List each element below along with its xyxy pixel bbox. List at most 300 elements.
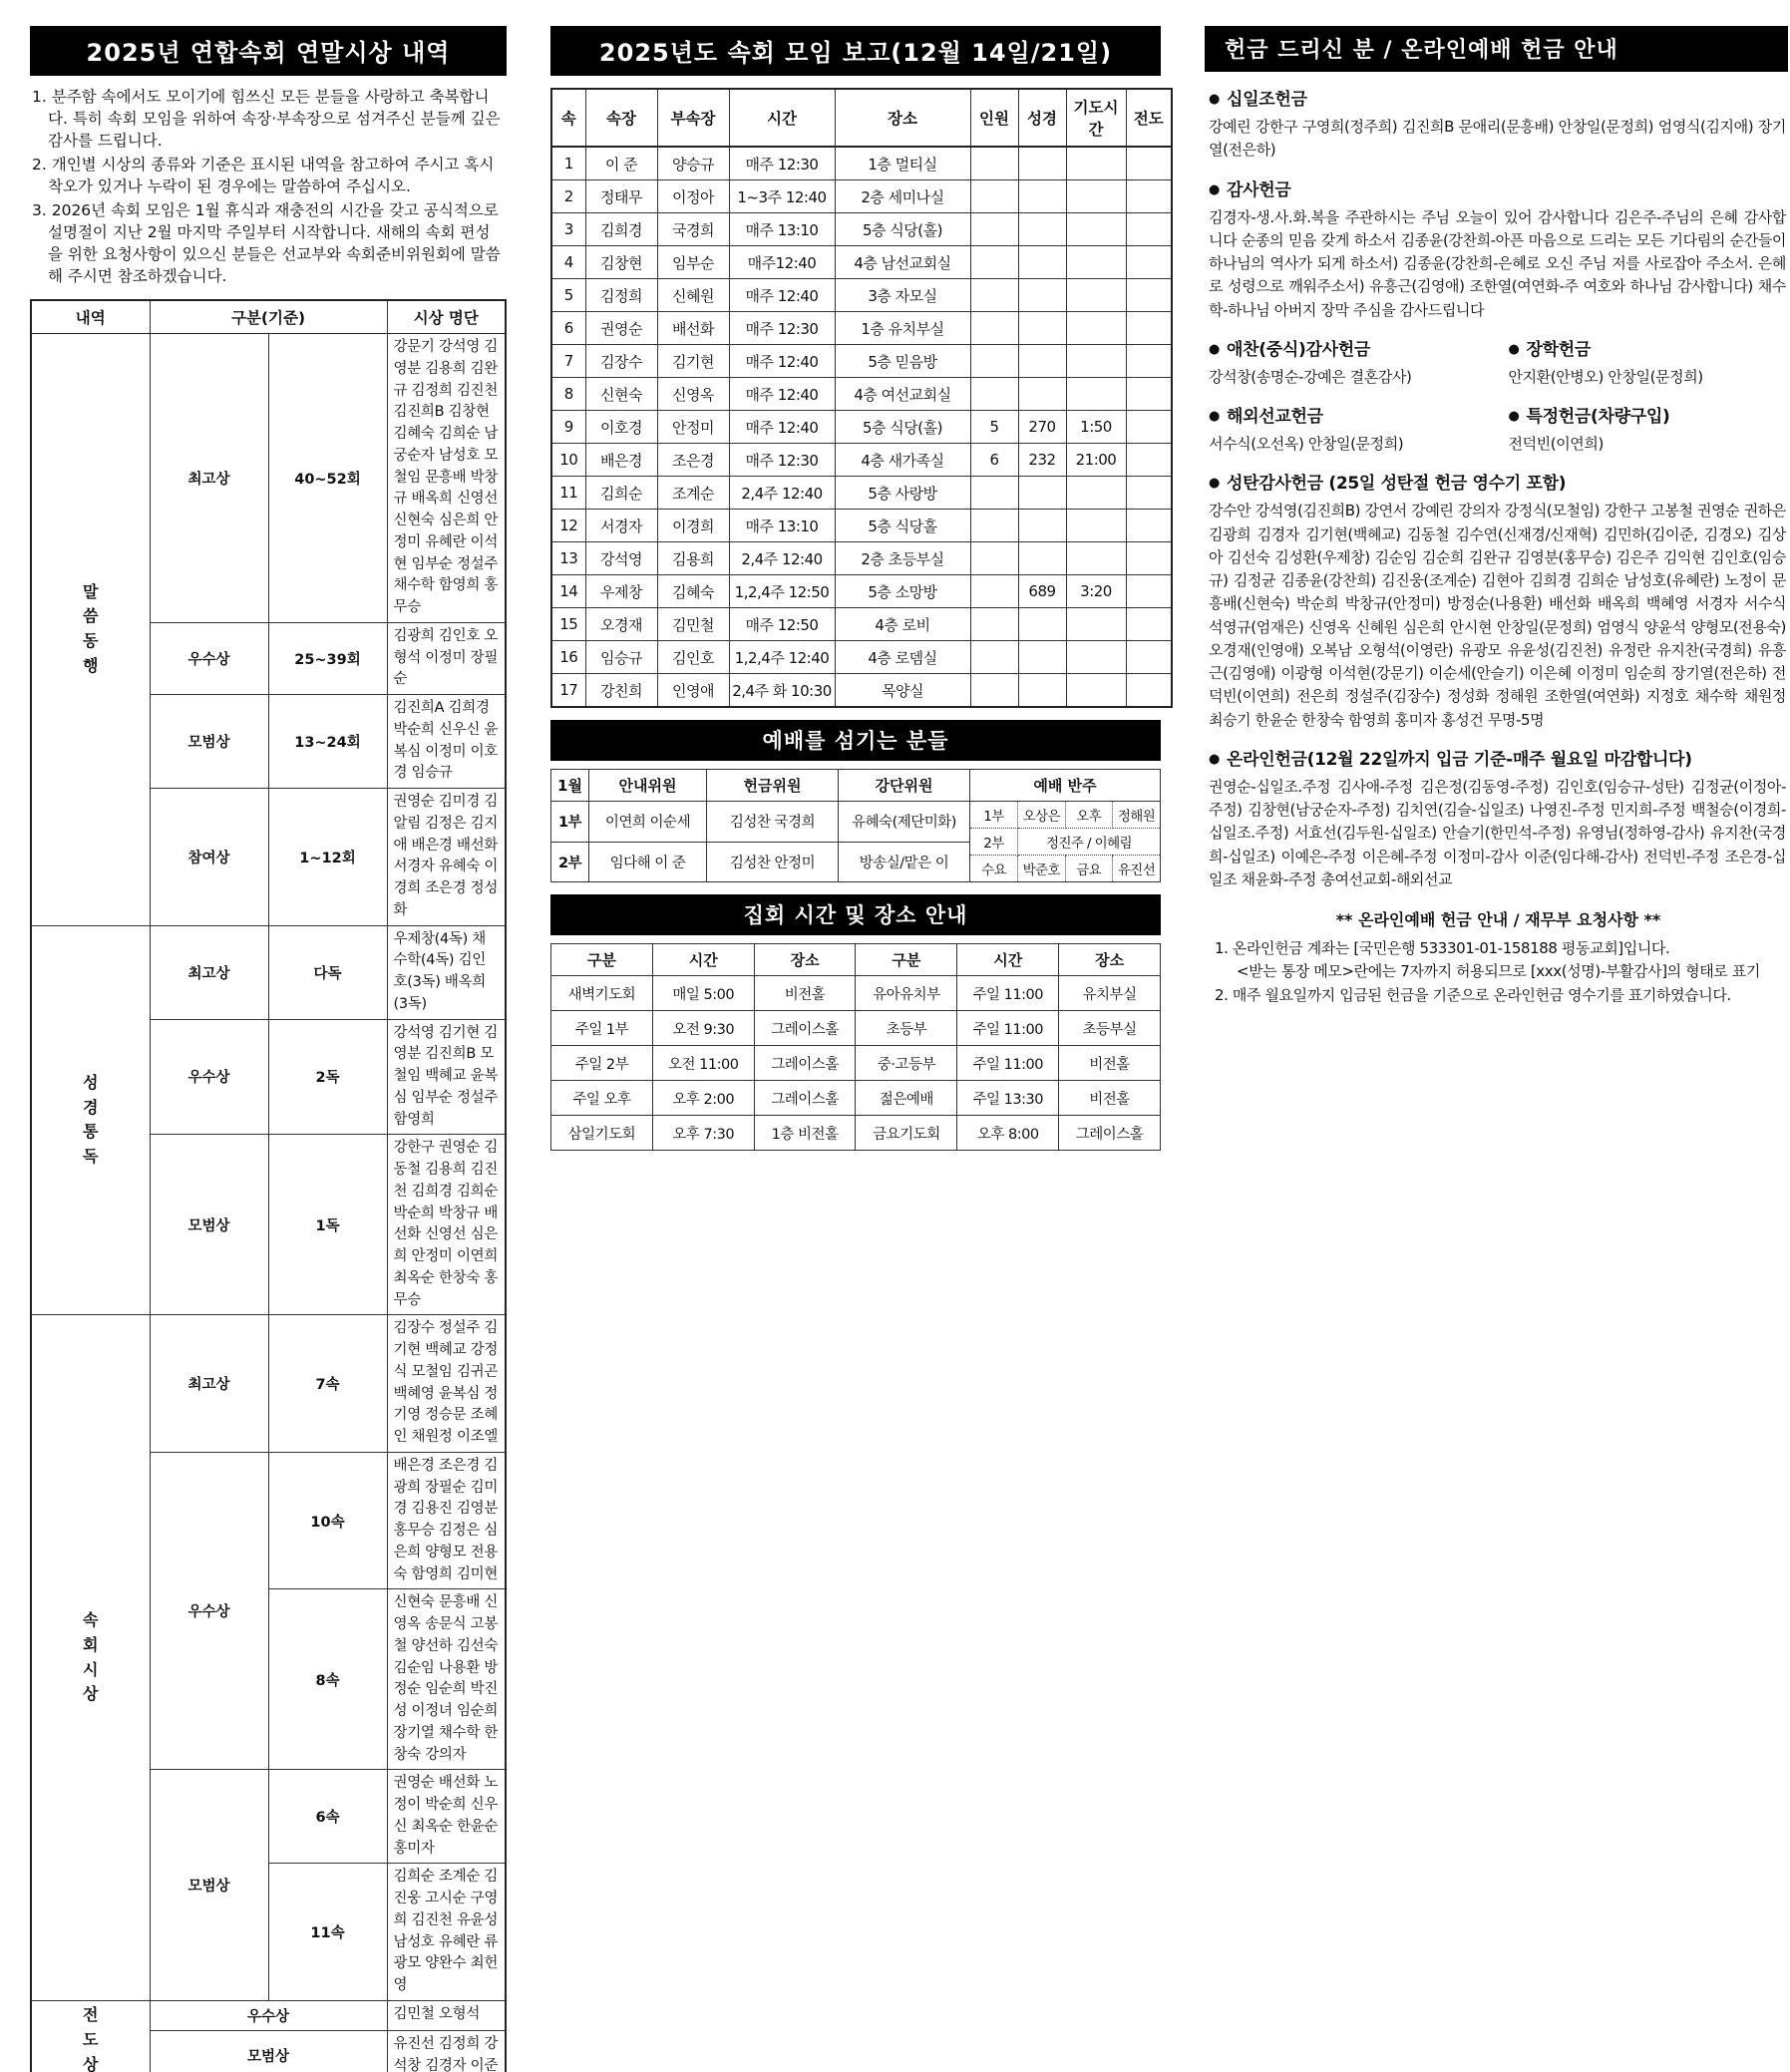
- awards-title-banner: 2025년 연합속회 연말시상 내역: [30, 26, 507, 76]
- offering-names: 강석창(송명순-강예은 결혼감사): [1209, 366, 1487, 389]
- report-cell: 배선화: [657, 312, 729, 345]
- schedule-cell: 주일 오후: [551, 1081, 653, 1116]
- schedule-cell: 비전홀: [754, 976, 856, 1011]
- category-char: 통: [32, 1120, 150, 1145]
- award-criteria: 25~39회: [268, 622, 387, 694]
- report-cell: 5: [970, 411, 1018, 444]
- schedule-row: [551, 1081, 1161, 1116]
- report-header-cell: 속: [551, 89, 585, 147]
- report-cell: 강친희: [585, 674, 657, 708]
- report-cell: [970, 510, 1018, 542]
- offering-names: 김경자-생.사.화.복을 주관하시는 주님 오늘이 있어 감사합니다 김은주-주님의 은혜 감사합니다 순종의 믿음 갖게 하소서 김종윤(강찬희-아픈 마음으로 드리는 모든 기다림의 순간들이 하나님의 역사가 되게 하소서) 김종윤(강찬희-은혜로 오신 주님 저를 사로잡아 주소서. 은혜로 성령으로 깨워주소서) 유흥근(김영애) 조한열(여연화-주 여호와 하나님 감사합니다) 채수학-하나님 아버지 장막 주심을 감사드립니다: [1209, 206, 1786, 322]
- report-cell: 1: [551, 147, 585, 180]
- report-cell: 3층 자모실: [835, 279, 970, 312]
- accomp-name: 유진선: [1113, 856, 1161, 882]
- servers-header-offering: 헌금위원: [707, 770, 839, 802]
- offering-section: [1209, 402, 1487, 456]
- report-cell: 1층 유치부실: [835, 312, 970, 345]
- offering-section-title-text: 장학헌금: [1527, 340, 1592, 360]
- offering-section-title: [1509, 335, 1787, 360]
- category-char: 도: [32, 2028, 150, 2053]
- report-header-cell: 부속장: [657, 89, 729, 147]
- report-cell: [1018, 641, 1066, 674]
- report-cell: 이경희: [657, 510, 729, 542]
- report-cell: [1018, 477, 1066, 510]
- report-cell: 4층 여선교회실: [835, 378, 970, 411]
- category-char: 씀: [32, 604, 150, 629]
- report-header-cell: 속장: [585, 89, 657, 147]
- accompanist-table: [970, 802, 1160, 881]
- report-cell: [1126, 312, 1172, 345]
- awards-header-row: [31, 300, 506, 334]
- report-cell: 임부순: [657, 246, 729, 279]
- report-cell: [1126, 213, 1172, 246]
- award-names: 배은경 조은경 김광희 장필순 김미경 김용진 김영분 홍무승 김정은 심은희 양형모 전용숙 함영희 김미현: [387, 1452, 506, 1589]
- report-cell: [1066, 213, 1126, 246]
- report-cell: 12: [551, 510, 585, 542]
- award-criteria: 11속: [268, 1864, 387, 2001]
- report-cell: [970, 542, 1018, 575]
- report-cell: 3: [551, 213, 585, 246]
- report-cell: [1126, 608, 1172, 641]
- award-names: 권영순 배선화 노정이 박순희 신우신 최옥순 한윤순 홍미자: [387, 1770, 506, 1864]
- report-cell: 우제창: [585, 575, 657, 608]
- schedule-cell: 오전 9:30: [652, 1011, 754, 1046]
- report-cell: 매주 12:50: [729, 608, 835, 641]
- report-cell: 2,4주 12:40: [729, 477, 835, 510]
- report-cell: 목양실: [835, 674, 970, 708]
- report-row: [551, 147, 1172, 180]
- schedule-cell: 주일 11:00: [957, 1046, 1059, 1081]
- report-row: [551, 542, 1172, 575]
- bullet-icon: ●: [1209, 476, 1220, 491]
- schedule-cell: 주일 1부: [551, 1011, 653, 1046]
- report-header-row: [551, 89, 1172, 147]
- schedule-cell: 삼일기도회: [551, 1116, 653, 1151]
- report-cell: 5층 식당(홀): [835, 411, 970, 444]
- offering-section-title-text: 애찬(중식)감사헌금: [1227, 340, 1370, 360]
- award-names: 유진선 김정희 강석창 김경자 이준: [387, 2030, 506, 2072]
- report-cell: 5층 믿음방: [835, 345, 970, 378]
- category-char: 성: [32, 1071, 150, 1096]
- report-row: [551, 279, 1172, 312]
- report-row: [551, 213, 1172, 246]
- report-row: [551, 180, 1172, 213]
- report-cell: 국경희: [657, 213, 729, 246]
- schedule-cell: 주일 2부: [551, 1046, 653, 1081]
- report-cell: 21:00: [1066, 444, 1126, 477]
- award-names: 강한구 권영순 김동철 김용희 김진천 김희경 김희순 박순희 박창규 배선화 신영선 심은희 안정미 이연희 최옥순 한창숙 홍무승: [387, 1135, 506, 1315]
- report-cell: [1066, 345, 1126, 378]
- accomp-label: 오후: [1065, 802, 1113, 829]
- report-cell: 매주 12:40: [729, 345, 835, 378]
- report-cell: [1018, 345, 1066, 378]
- bullet-icon: ●: [1209, 342, 1220, 357]
- offering-section-title-text: 십일조헌금: [1227, 90, 1307, 110]
- award-names: 김민철 오형석: [387, 2000, 506, 2030]
- report-cell: 5층 식당(홀): [835, 213, 970, 246]
- report-cell: 5층 소망방: [835, 575, 970, 608]
- report-header-cell: 기도시간: [1066, 89, 1126, 147]
- report-cell: 4: [551, 246, 585, 279]
- report-cell: [970, 378, 1018, 411]
- schedule-row: [551, 1011, 1161, 1046]
- left-column: [30, 26, 507, 2072]
- category-char: 회: [32, 1633, 150, 1658]
- offering-section-title: [1209, 85, 1786, 110]
- report-cell: [1018, 312, 1066, 345]
- offering-names: 서수식(오선옥) 안창일(문정희): [1209, 433, 1487, 456]
- schedule-cell: 금요기도회: [856, 1116, 957, 1151]
- report-cell: [970, 279, 1018, 312]
- accompanist-row-3: [970, 856, 1160, 882]
- report-cell: 10: [551, 444, 585, 477]
- offering-section: [1209, 745, 1786, 891]
- report-header-cell: 전도: [1126, 89, 1172, 147]
- offering-section-title-text: 온라인헌금(12월 22일까지 입금 기준-매주 월요일 마감합니다): [1227, 750, 1692, 770]
- report-cell: [1018, 542, 1066, 575]
- category-char: 경: [32, 1096, 150, 1121]
- report-row: [551, 411, 1172, 444]
- schedule-cell: 그레이스홀: [754, 1046, 856, 1081]
- offering-section-title: [1209, 402, 1487, 427]
- report-cell: [1066, 542, 1126, 575]
- schedule-cell: 매일 5:00: [652, 976, 754, 1011]
- report-cell: 13: [551, 542, 585, 575]
- awards-header-names: 시상 명단: [387, 300, 506, 334]
- report-cell: [1126, 147, 1172, 180]
- report-cell: [1066, 147, 1126, 180]
- awards-notes: [32, 86, 505, 287]
- report-cell: 1~3주 12:40: [729, 180, 835, 213]
- category-char: 동: [32, 629, 150, 654]
- report-cell: [1126, 542, 1172, 575]
- accomp-name: 정해원: [1113, 802, 1161, 829]
- award-name: 우수상: [150, 1452, 268, 1770]
- report-cell: [1018, 608, 1066, 641]
- report-cell: [1018, 378, 1066, 411]
- accomp-label: 수요: [970, 856, 1018, 882]
- report-cell: 김인호: [657, 641, 729, 674]
- offering-section-pair: [1205, 389, 1788, 456]
- report-cell: 매주 12:30: [729, 444, 835, 477]
- servers-header-usher: 안내위원: [589, 770, 707, 802]
- award-names: 신현숙 문흥배 신영옥 송문식 고봉철 양선하 김선숙 김순임 나용환 방정순 임순희 박진성 이정녀 임순희 장기열 채수학 한창숙 강의자: [387, 1589, 506, 1770]
- schedule-cell: 주일 13:30: [957, 1081, 1059, 1116]
- offerings-sections: [1205, 85, 1788, 891]
- servers-title-banner: 예배를 섬기는 분들: [550, 720, 1161, 761]
- report-cell: [1066, 279, 1126, 312]
- offerings-title-banner: 헌금 드리신 분 / 온라인예배 헌금 안내: [1205, 26, 1788, 72]
- award-name: 우수상: [150, 2000, 387, 2030]
- offering-section: [1209, 175, 1786, 322]
- report-row: [551, 246, 1172, 279]
- report-cell: 3:20: [1066, 575, 1126, 608]
- accomp-label: 2부: [970, 829, 1018, 856]
- offering-section-title: [1209, 335, 1487, 360]
- report-cell: 2층 세미나실: [835, 180, 970, 213]
- awards-table-body: [31, 334, 506, 2072]
- award-criteria: 8속: [268, 1589, 387, 1770]
- award-name: 모범상: [150, 2030, 387, 2072]
- schedule-cell: 초등부: [856, 1011, 957, 1046]
- schedule-header-cell: 장소: [754, 944, 856, 976]
- offering-section-title-text: 감사헌금: [1227, 180, 1291, 200]
- schedule-cell: 오전 11:00: [652, 1046, 754, 1081]
- award-name: 최고상: [150, 1315, 268, 1453]
- report-cell: 김희경: [585, 213, 657, 246]
- schedule-header-cell: 시간: [652, 944, 754, 976]
- report-row: [551, 345, 1172, 378]
- report-row: [551, 378, 1172, 411]
- report-cell: 4층 새가족실: [835, 444, 970, 477]
- award-name: 참여상: [150, 789, 268, 926]
- schedule-cell: 젊은예배: [856, 1081, 957, 1116]
- category-char: 말: [32, 580, 150, 605]
- award-name: 모범상: [150, 1135, 268, 1315]
- offerings-footer: [1215, 907, 1782, 1007]
- report-cell: [970, 608, 1018, 641]
- bullet-icon: ●: [1209, 752, 1220, 767]
- award-criteria: 2독: [268, 1019, 387, 1135]
- accompanist-row-1: [970, 802, 1160, 829]
- report-cell: 신영옥: [657, 378, 729, 411]
- report-cell: [1018, 147, 1066, 180]
- report-table: [550, 88, 1173, 708]
- report-cell: 김희순: [585, 477, 657, 510]
- schedule-header-cell: 구분: [856, 944, 957, 976]
- report-cell: [1018, 674, 1066, 708]
- report-cell: [1126, 378, 1172, 411]
- footer-line: 1. 온라인헌금 계좌는 [국민은행 533301-01-158188 평동교회]입니다.: [1215, 937, 1782, 960]
- schedule-cell: 오후 7:30: [652, 1116, 754, 1151]
- report-cell: 매주 12:30: [729, 312, 835, 345]
- service-label: 1부: [551, 802, 589, 843]
- servers-header-accompanist: 예배 반주: [970, 770, 1161, 802]
- category-char: 시: [32, 1658, 150, 1683]
- schedule-header-row: [551, 944, 1161, 976]
- report-cell: 689: [1018, 575, 1066, 608]
- award-name: 모범상: [150, 1770, 268, 2001]
- offering-section-title-text: 특정헌금(차량구입): [1527, 407, 1670, 427]
- report-cell: 11: [551, 477, 585, 510]
- report-cell: [1018, 213, 1066, 246]
- award-category: [31, 2000, 150, 2072]
- report-row: [551, 510, 1172, 542]
- award-name: 모범상: [150, 695, 268, 789]
- report-cell: 매주 13:10: [729, 510, 835, 542]
- report-cell: [1126, 345, 1172, 378]
- schedule-row: [551, 1046, 1161, 1081]
- offering-names: 안지환(안병오) 안창일(문정희): [1509, 366, 1787, 389]
- report-cell: 2,4주 12:40: [729, 542, 835, 575]
- report-cell: 이정아: [657, 180, 729, 213]
- schedule-row: [551, 976, 1161, 1011]
- report-cell: 임승규: [585, 641, 657, 674]
- report-cell: 매주 12:40: [729, 378, 835, 411]
- offering-names: 강수안 강석영(김진희B) 강연서 강예린 강의자 강정식(모철임) 강한구 고봉철 권영순 권하은 김광희 김경자 김기현(백혜교) 김동철 김수연(신재경/신재혁) 김민하(김이준, 김경오) 김상아 김선숙 김성환(우제창) 김순임 김순희 김완규 김영분(홍무승) 김은주 김익현 김인호(임승규) 김정균 김종윤(강찬희) 김진웅(조계순) 김현아 김희경 김희순 남성호(유혜란) 노정이 문흥배(신현숙) 박순희 박창규(안정미) 방정순(나용환) 배선화 배옥희 백혜영 서경자 서수식 석영규(엄재은) 신영옥 신혜원 심은희 안시현 안창일(문정희) 엄영식 양윤석 양형모(전용숙) 오경재(인영애) 오복남 오형석(이영란) 유광모 유윤성(김진천) 유정란 유지찬(국경희) 유흥근(김영애) 이광형 이석현(강문기) 이순세(안슬기) 이은혜 이정미 임순희 장기열(전은하) 전덕빈(이연희) 전은희 정설주(김장수) 정성화 정해원 조한열(여연화) 지정호 채수학 채원정 최승기 한윤순 한창숙 함영희 홍미자 홍성건 무명-5명: [1209, 500, 1786, 732]
- award-criteria: 40~52회: [268, 334, 387, 623]
- award-names: 김광희 김인호 오형석 이정미 장필순: [387, 622, 506, 694]
- schedule-cell: 그레이스홀: [754, 1011, 856, 1046]
- report-cell: 2층 초등부실: [835, 542, 970, 575]
- usher-names: 이연희 이순세: [589, 802, 707, 843]
- award-names: 김진희A 김희경 박순희 신우신 윤복심 이정미 이호경 임승규: [387, 695, 506, 789]
- report-cell: 4층 남선교회실: [835, 246, 970, 279]
- report-cell: 김정희: [585, 279, 657, 312]
- footer-lines: [1215, 937, 1782, 1007]
- accomp-label: 1부: [970, 802, 1018, 829]
- offering-names: 김성찬 안정미: [707, 842, 839, 882]
- servers-table: [550, 769, 1161, 882]
- offering-names: 김성찬 국경희: [707, 802, 839, 843]
- usher-names: 임다해 이 준: [589, 842, 707, 882]
- service-label: 2부: [551, 842, 589, 882]
- bullet-icon: ●: [1209, 92, 1220, 107]
- footer-title: ** 온라인예배 헌금 안내 / 재무부 요청사항 **: [1215, 907, 1782, 930]
- report-cell: [1126, 246, 1172, 279]
- report-cell: 1층 멀티실: [835, 147, 970, 180]
- offering-section-title: [1509, 402, 1787, 427]
- accomp-name: 오상은: [1018, 802, 1066, 829]
- schedule-table: [550, 943, 1161, 1151]
- offering-names: 전덕빈(이연희): [1509, 433, 1787, 456]
- servers-month: 1월: [551, 770, 589, 802]
- report-cell: 조은경: [657, 444, 729, 477]
- report-cell: [970, 575, 1018, 608]
- servers-row-1: [551, 802, 1161, 843]
- schedule-title-banner: 집회 시간 및 장소 안내: [550, 894, 1161, 935]
- schedule-cell: 그레이스홀: [1059, 1116, 1161, 1151]
- report-cell: 매주 13:10: [729, 213, 835, 246]
- report-cell: [1018, 279, 1066, 312]
- offering-section-title: [1209, 745, 1786, 770]
- schedule-cell: 1층 비전홀: [754, 1116, 856, 1151]
- report-cell: 8: [551, 378, 585, 411]
- report-cell: [1126, 444, 1172, 477]
- category-char: 전: [32, 2003, 150, 2028]
- report-header-cell: 인원: [970, 89, 1018, 147]
- report-cell: 1,2,4주 12:40: [729, 641, 835, 674]
- schedule-header-cell: 장소: [1059, 944, 1161, 976]
- awards-row: [31, 334, 506, 623]
- report-cell: 매주12:40: [729, 246, 835, 279]
- footer-line: <받는 통장 메모>란에는 7자까지 허용되므로 [xxx(성명)-부활감사]의 형태로 표기: [1215, 960, 1782, 983]
- report-cell: [970, 246, 1018, 279]
- offering-section-title: [1209, 175, 1786, 200]
- report-cell: [1066, 510, 1126, 542]
- report-cell: 1,2,4주 12:50: [729, 575, 835, 608]
- report-cell: [1018, 180, 1066, 213]
- report-row: [551, 641, 1172, 674]
- schedule-cell: 유치부실: [1059, 976, 1161, 1011]
- award-criteria: 1~12회: [268, 789, 387, 926]
- report-cell: 김용희: [657, 542, 729, 575]
- offering-section-pair: [1205, 322, 1788, 389]
- award-name: 최고상: [150, 334, 268, 623]
- awards-header-criteria: 구분(기준): [150, 300, 387, 334]
- awards-table: [30, 299, 507, 2072]
- award-criteria: 1독: [268, 1135, 387, 1315]
- report-header-cell: 성경: [1018, 89, 1066, 147]
- schedule-cell: 그레이스홀: [754, 1081, 856, 1116]
- report-cell: [1018, 246, 1066, 279]
- awards-row: [31, 925, 506, 1019]
- accomp-name: 정진주 / 이혜림: [1018, 829, 1161, 856]
- altar-names: 유혜숙(제단미화): [839, 802, 970, 843]
- report-table-body: [551, 147, 1172, 707]
- report-cell: 1:50: [1066, 411, 1126, 444]
- report-row: [551, 477, 1172, 510]
- right-column: [1205, 26, 1788, 2072]
- offering-section-title: [1209, 469, 1786, 494]
- award-criteria: 13~24회: [268, 695, 387, 789]
- report-cell: 오경재: [585, 608, 657, 641]
- award-names: 강문기 강석영 김영분 김용희 김완규 김정희 김진천 김진희B 김창현 김혜숙 김희순 남궁순자 남성호 모철임 문흥배 박창규 배옥희 신영선 신현숙 심은희 안정미 유혜란 이석현 임부순 정설주 채수학 함영희 홍무승: [387, 334, 506, 623]
- schedule-cell: 초등부실: [1059, 1011, 1161, 1046]
- accompanist-row-2: [970, 829, 1160, 856]
- report-cell: 신혜원: [657, 279, 729, 312]
- award-category: [31, 1315, 150, 2001]
- report-header-cell: 장소: [835, 89, 970, 147]
- award-category: [31, 334, 150, 926]
- schedule-cell: 주일 11:00: [957, 976, 1059, 1011]
- footer-line: 2. 매주 월요일까지 입금된 헌금을 기준으로 온라인헌금 영수기를 표기하였습니다.: [1215, 984, 1782, 1007]
- accomp-name: 박준호: [1018, 856, 1066, 882]
- report-cell: [1066, 608, 1126, 641]
- schedule-cell: 오후 2:00: [652, 1081, 754, 1116]
- note-1: 1. 분주함 속에서도 모이기에 힘쓰신 모든 분들을 사랑하고 축복합니다. 특히 속회 모임을 위하여 속장·부속장으로 섬겨주신 분들께 깊은 감사를 드립니다.: [32, 86, 505, 152]
- accomp-label: 금요: [1065, 856, 1113, 882]
- report-cell: [970, 147, 1018, 180]
- report-row: [551, 444, 1172, 477]
- report-cell: 232: [1018, 444, 1066, 477]
- category-char: 속: [32, 1608, 150, 1633]
- report-cell: [1126, 279, 1172, 312]
- schedule-cell: 유아유치부: [856, 976, 957, 1011]
- report-cell: 조계순: [657, 477, 729, 510]
- award-names: 김희순 조계순 김진웅 고시순 구영희 김진천 유윤성 남성호 유혜란 류광모 양완수 최헌영: [387, 1864, 506, 2001]
- report-cell: 5층 식당홀: [835, 510, 970, 542]
- schedule-header-cell: 시간: [957, 944, 1059, 976]
- report-cell: [1126, 641, 1172, 674]
- report-cell: 2: [551, 180, 585, 213]
- report-cell: [1066, 312, 1126, 345]
- report-cell: 안정미: [657, 411, 729, 444]
- offering-section: [1209, 335, 1487, 389]
- offering-section: [1509, 335, 1787, 389]
- category-char: 상: [32, 2053, 150, 2072]
- award-name: 우수상: [150, 622, 268, 694]
- award-criteria: 10속: [268, 1452, 387, 1589]
- award-criteria: 다독: [268, 925, 387, 1019]
- middle-column: [550, 26, 1161, 2072]
- category-char: 상: [32, 1682, 150, 1707]
- report-cell: 5층 사랑방: [835, 477, 970, 510]
- altar-names: 방송실/맡은 이: [839, 842, 970, 882]
- report-cell: [970, 213, 1018, 246]
- schedule-cell: 새벽기도회: [551, 976, 653, 1011]
- report-cell: [1126, 674, 1172, 708]
- report-cell: [1018, 510, 1066, 542]
- report-cell: 4층 로비: [835, 608, 970, 641]
- report-cell: 매주 12:30: [729, 147, 835, 180]
- award-name: 우수상: [150, 1019, 268, 1135]
- report-cell: 강석영: [585, 542, 657, 575]
- offering-section: [1209, 469, 1786, 732]
- report-cell: 양승규: [657, 147, 729, 180]
- report-row: [551, 674, 1172, 708]
